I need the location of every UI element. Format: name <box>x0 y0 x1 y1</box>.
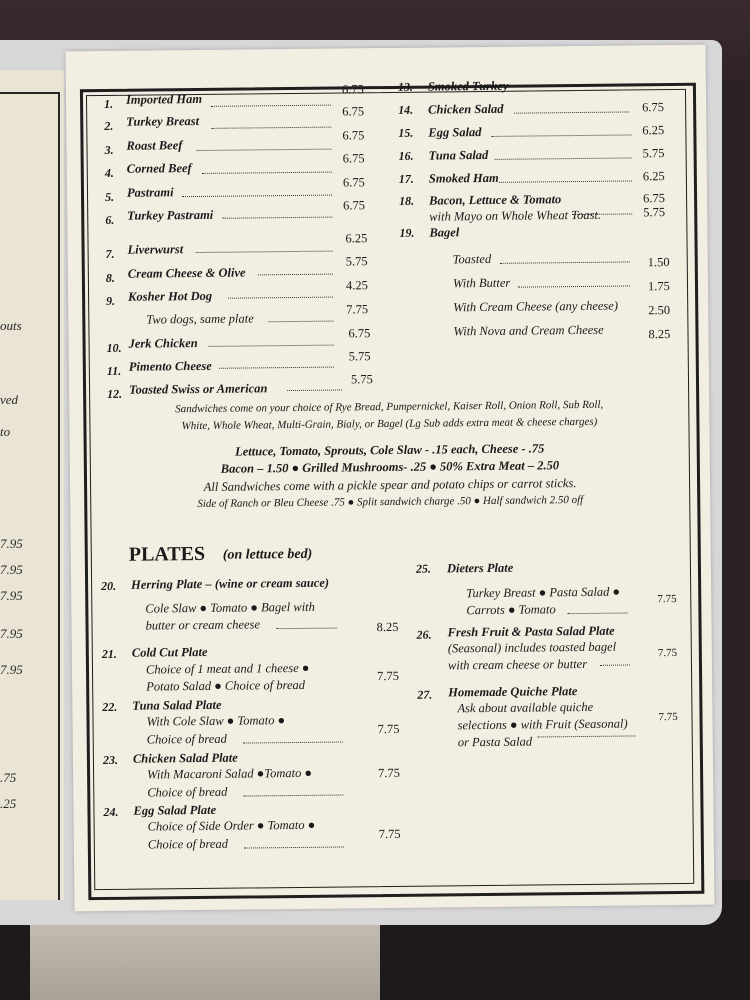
side-note-line2: Side of Ranch or Bleu Cheese .75 ● Split sandwich charge .50 ● Half sandwich 2.50 off <box>197 493 584 511</box>
left-fragment: 7.95 <box>0 562 23 577</box>
plate-description: with cream cheese or butter <box>447 656 588 673</box>
plate-description: butter or cream cheese <box>145 617 261 633</box>
plate-description: Carrots ● Tomato <box>466 602 556 618</box>
item-price: 6.75 <box>643 191 666 206</box>
plate-description: With Macaroni Salad ●Tomato ● <box>147 765 313 782</box>
item-name: Bagel <box>429 225 460 240</box>
item-name: Toasted Swiss or American <box>128 381 268 397</box>
plate-description: Cole Slaw ● Tomato ● Bagel with <box>145 599 315 616</box>
plate-description: Ask about available quiche <box>457 699 594 716</box>
plate-price: 7.75 <box>657 593 677 606</box>
item-number: 15. <box>398 125 414 140</box>
item-name: Imported Ham <box>125 91 203 107</box>
item-number: 17. <box>398 171 414 186</box>
item-name: Egg Salad <box>428 125 482 140</box>
item-number: 18. <box>399 193 415 208</box>
item-name: Bacon, Lettuce & Tomato <box>429 192 562 208</box>
plate-number: 26. <box>416 627 432 642</box>
left-menu-page <box>0 70 64 900</box>
item-price: 6.25 <box>642 169 665 184</box>
item-price: 6.75 <box>342 128 365 143</box>
item-number: 2. <box>104 118 114 133</box>
bagel-option: With Butter <box>452 275 511 291</box>
item-name: Smoked Ham <box>428 170 499 186</box>
plate-number: 25. <box>415 561 432 576</box>
bread-note-line1: Sandwiches come on your choice of Rye Bread, Pumpernickel, Kaiser Roll, Onion Roll, Sub Roll, <box>175 398 604 416</box>
item-number: 12. <box>107 386 123 401</box>
item-number: 6. <box>105 212 115 227</box>
item-price: 8.25 <box>648 327 671 342</box>
item-name: Smoked Turkey <box>427 78 509 94</box>
left-fragment: .75 <box>0 770 17 785</box>
item-number: 10. <box>106 340 122 355</box>
bagel-option: With Cream Cheese (any cheese) <box>453 298 619 315</box>
plate-name: Tuna Salad Plate <box>132 697 222 713</box>
plate-name: Fresh Fruit & Pasta Salad Plate <box>447 623 615 640</box>
plate-number: 20. <box>101 578 117 594</box>
left-fragment: to <box>0 424 11 439</box>
plate-description: Choice of 1 meat and 1 cheese ● <box>145 660 310 677</box>
item-price: 5.75 <box>345 254 368 269</box>
plate-description: Choice of bread <box>147 784 228 800</box>
plate-name: Herring Plate – (wine or cream sauce) <box>131 575 330 592</box>
item-price: 7.75 <box>346 302 369 317</box>
plate-name: Egg Salad Plate <box>133 802 217 818</box>
plate-description: With Cole Slaw ● Tomato ● <box>146 713 286 729</box>
item-name: Pastrami <box>126 185 174 200</box>
plates-subheading: (on lettuce bed) <box>222 546 313 563</box>
item-number: 14. <box>398 102 414 117</box>
plate-price: 7.75 <box>377 721 400 737</box>
plate-description: Potato Salad ● Choice of bread <box>146 677 306 694</box>
item-price: 5.75 <box>643 205 666 220</box>
bread-note-line2: White, Whole Wheat, Multi-Grain, Bialy, or Bagel (Lg Sub adds extra meat & cheese charges) <box>181 415 598 433</box>
item-name: Tuna Salad <box>428 147 489 163</box>
item-price: 6.75 <box>642 100 665 115</box>
plate-price: 7.75 <box>657 647 678 660</box>
item-price: 6.75 <box>342 175 365 190</box>
plates-heading: PLATES <box>128 542 206 566</box>
item-number: 8. <box>105 270 115 285</box>
item-number: 16. <box>398 148 414 163</box>
left-fragment: 7.95 <box>0 588 23 603</box>
plate-name: Cold Cut Plate <box>131 644 208 660</box>
left-fragment: 7.95 <box>0 626 23 641</box>
item-name: Cream Cheese & Olive <box>127 265 246 281</box>
plate-price: 8.25 <box>376 619 399 635</box>
plate-number: 27. <box>417 687 433 702</box>
plate-price: 7.75 <box>658 711 678 724</box>
bagel-option: With Nova and Cream Cheese <box>453 322 604 339</box>
plate-description: Choice of bread <box>147 836 228 852</box>
item-number: 19. <box>399 225 415 240</box>
left-fragment: outs <box>0 318 22 333</box>
left-fragment: 7.95 <box>0 536 23 551</box>
plate-price: 7.75 <box>378 826 401 842</box>
item-price: 6.25 <box>345 231 368 246</box>
item-number: 7. <box>105 246 115 261</box>
plate-name: Homemade Quiche Plate <box>448 684 578 700</box>
plate-description: or Pasta Salad <box>457 734 533 750</box>
plate-description: selections ● with Fruit (Seasonal) <box>457 716 628 733</box>
item-number: 13. <box>397 79 413 94</box>
left-fragment: ved <box>0 392 19 407</box>
item-description: with Mayo on Whole Wheat Toast. <box>429 207 602 224</box>
item-price: 6.75 <box>343 198 366 213</box>
item-name: Jerk Chicken <box>128 336 198 351</box>
menu-page <box>66 45 715 912</box>
item-price: 5.75 <box>348 349 371 364</box>
plate-price: 7.75 <box>378 765 401 781</box>
item-name: Turkey Breast <box>126 113 200 129</box>
plate-description: Turkey Breast ● Pasta Salad ● <box>466 584 621 601</box>
plate-description: Choice of bread <box>146 731 227 747</box>
plate-description: (Seasonal) includes toasted bagel <box>447 639 617 656</box>
item-number: 1. <box>103 96 114 111</box>
plate-number: 24. <box>103 804 119 820</box>
item-number: 4. <box>104 165 114 180</box>
extras-line1: Lettuce, Tomato, Sprouts, Cole Slaw - .15 each, Cheese - .75 <box>235 441 545 459</box>
plate-number: 21. <box>101 646 117 662</box>
item-price: 2.50 <box>648 303 671 318</box>
plate-description: Choice of Side Order ● Tomato ● <box>147 817 316 834</box>
item-name: Corned Beef <box>126 161 192 176</box>
side-note-line1: All Sandwiches come with a pickle spear and potato chips or carrot sticks. <box>203 476 577 494</box>
item-option: Two dogs, same plate <box>146 311 254 327</box>
plate-number: 22. <box>102 699 118 715</box>
plate-name: Dieters Plate <box>446 560 514 576</box>
bagel-option: Toasted <box>452 251 492 267</box>
plate-price: 7.75 <box>377 668 400 684</box>
item-price: 5.75 <box>350 372 373 387</box>
item-price: 6.75 <box>348 326 371 341</box>
item-price: 1.50 <box>647 255 670 270</box>
item-number: 9. <box>106 293 116 308</box>
item-name: Kosher Hot Dog <box>128 288 213 304</box>
item-name: Liverwurst <box>127 242 184 257</box>
item-name: Pimento Cheese <box>128 358 212 374</box>
item-number: 5. <box>104 189 115 204</box>
extras-line2: Bacon – 1.50 ● Grilled Mushrooms- .25 ● 50% Extra Meat – 2.50 <box>220 458 560 476</box>
item-number: 11. <box>106 363 122 378</box>
item-number: 3. <box>104 142 114 157</box>
item-name: Turkey Pastrami <box>127 207 214 223</box>
left-fragment: 7.95 <box>0 662 23 677</box>
item-name: Chicken Salad <box>428 101 504 117</box>
item-price: 6.25 <box>642 123 665 138</box>
item-price: 6.75 <box>342 104 365 119</box>
plate-name: Chicken Salad Plate <box>132 750 238 766</box>
item-price: 1.75 <box>647 279 670 294</box>
item-price: 4.25 <box>345 278 368 293</box>
item-price: 6.75 <box>342 151 365 166</box>
item-name: Roast Beef <box>126 138 183 153</box>
item-price: 5.75 <box>642 146 665 161</box>
plate-number: 23. <box>102 752 119 768</box>
item-price: 6.75 <box>341 82 364 97</box>
left-fragment: .25 <box>0 796 17 811</box>
